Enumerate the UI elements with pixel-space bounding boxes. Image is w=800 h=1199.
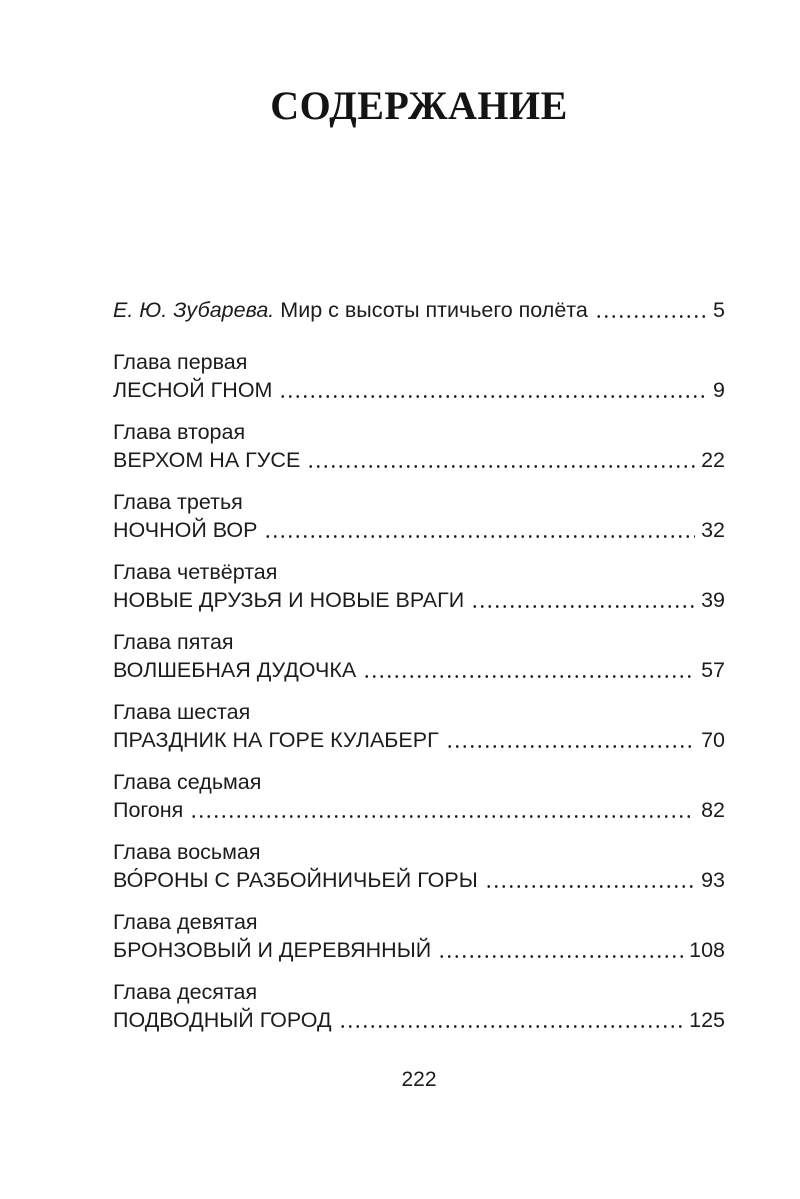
toc-entry-line (113, 446, 725, 474)
chapter-label: Глава пятая (113, 630, 234, 654)
content-column (113, 0, 725, 1034)
toc-entry-line (113, 516, 725, 544)
toc-entry-line (113, 796, 725, 824)
entry-title: НОЧНОЙ ВОР (113, 518, 258, 542)
dot-leader (446, 745, 695, 748)
entry-page-number: 9 (713, 378, 725, 402)
toc-entry-chapter-2 (113, 418, 725, 474)
contents-title: СОДЕРЖАНИЕ (270, 83, 568, 128)
toc-entry-chapter-4 (113, 558, 725, 614)
toc-entry-chapter-10 (113, 978, 725, 1034)
dot-leader (595, 315, 707, 318)
entry-page-number: 32 (701, 518, 725, 542)
toc-entry-line (113, 376, 725, 404)
chapter-label: Глава десятая (113, 980, 258, 1004)
entry-page-number: 57 (701, 658, 725, 682)
entry-author: Е. Ю. Зубарева. (113, 298, 275, 322)
toc-entry-chapter-7 (113, 768, 725, 824)
entry-page-number: 125 (689, 1008, 725, 1032)
toc-entry-line (113, 866, 725, 894)
toc-entry-chapter-8 (113, 838, 725, 894)
entry-page-number: 39 (701, 588, 725, 612)
entry-title: Мир с высоты птичьего полёта (280, 298, 588, 322)
table-of-contents (113, 296, 725, 1034)
toc-entry-line (113, 936, 725, 964)
dot-leader (485, 885, 695, 888)
chapter-label: Глава первая (113, 350, 248, 374)
dot-leader (190, 815, 695, 818)
chapter-label: Глава седьмая (113, 770, 262, 794)
entry-title: ПОДВОДНЫЙ ГОРОД (113, 1008, 332, 1032)
entry-page-number: 70 (701, 728, 725, 752)
entry-title: БРОНЗОВЫЙ И ДЕРЕВЯННЫЙ (113, 938, 432, 962)
dot-leader (363, 675, 695, 678)
entry-page-number: 22 (701, 448, 725, 472)
toc-entry-chapter-6 (113, 698, 725, 754)
dot-leader (307, 465, 695, 468)
toc-entry-chapter-1 (113, 348, 725, 404)
dot-leader (339, 1025, 684, 1028)
entry-page-number: 93 (701, 868, 725, 892)
entry-title: ВО́РОНЫ С РАЗБОЙНИЧЬЕЙ ГОРЫ (113, 868, 478, 892)
entry-title: ПРАЗДНИК НА ГОРЕ КУЛАБЕРГ (113, 728, 439, 752)
entry-title: НОВЫЕ ДРУЗЬЯ И НОВЫЕ ВРАГИ (113, 588, 465, 612)
toc-entry-chapter-5 (113, 628, 725, 684)
dot-leader (279, 395, 707, 398)
chapter-label: Глава восьмая (113, 840, 261, 864)
dot-leader (438, 955, 683, 958)
entry-title: ВЕРХОМ НА ГУСЕ (113, 448, 301, 472)
chapter-label: Глава девятая (113, 910, 258, 934)
toc-entry-line (113, 726, 725, 754)
entry-title: Погоня (113, 798, 184, 822)
entry-title: ВОЛШЕБНАЯ ДУДОЧКА (113, 658, 357, 682)
chapter-label: Глава вторая (113, 420, 246, 444)
toc-entry-chapter-9 (113, 908, 725, 964)
toc-entry-line (113, 1006, 725, 1034)
toc-entry-line (113, 296, 725, 324)
entry-page-number: 108 (689, 938, 725, 962)
chapter-label: Глава четвёртая (113, 560, 278, 584)
folio-page-number: 222 (401, 1068, 437, 1091)
entry-page-number: 82 (701, 798, 725, 822)
dot-leader (471, 605, 695, 608)
chapter-label: Глава шестая (113, 700, 251, 724)
toc-entry-preface (113, 296, 725, 324)
chapter-label: Глава третья (113, 490, 243, 514)
toc-entry-line (113, 586, 725, 614)
toc-entry-line (113, 656, 725, 684)
entry-page-number: 5 (713, 298, 725, 322)
dot-leader (264, 535, 695, 538)
toc-entry-chapter-3 (113, 488, 725, 544)
entry-title: ЛЕСНОЙ ГНОМ (113, 378, 273, 402)
